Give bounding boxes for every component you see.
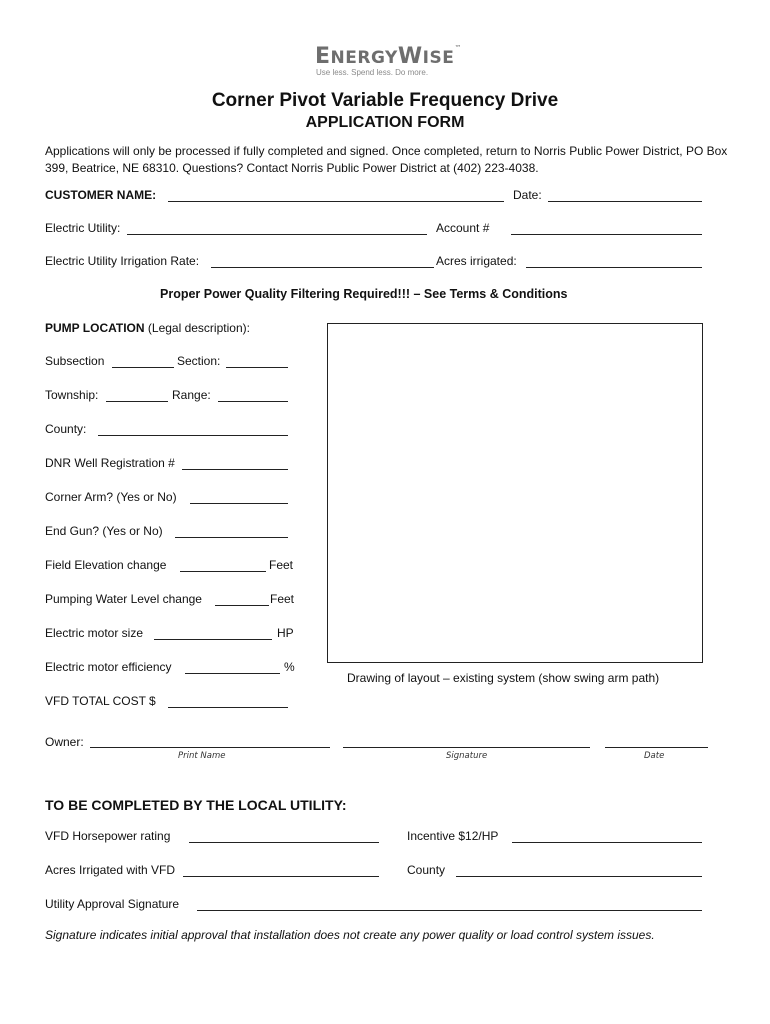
field-elevation-unit: Feet <box>269 558 294 572</box>
corner-arm-label: Corner Arm? (Yes or No) <box>45 490 177 504</box>
field-elevation-field[interactable] <box>180 571 266 572</box>
incentive-field[interactable] <box>512 842 702 843</box>
logo-tagline: Use less. Spend less. Do more. <box>316 68 429 77</box>
end-gun-label: End Gun? (Yes or No) <box>45 524 163 538</box>
logo-letter-w: W <box>397 44 423 69</box>
dnr-label: DNR Well Registration # <box>45 456 175 470</box>
township-label: Township: <box>45 388 99 402</box>
approval-footnote: Signature indicates initial approval that installation does not create any power quality or load control system issues. <box>45 928 655 942</box>
acres-vfd-label: Acres Irrigated with VFD <box>45 863 176 877</box>
end-gun-field[interactable] <box>175 537 288 538</box>
dnr-field[interactable] <box>182 469 288 470</box>
page-title: Corner Pivot Variable Frequency Drive <box>211 90 559 111</box>
motor-size-unit: HP <box>277 626 294 640</box>
township-field[interactable] <box>106 401 168 402</box>
signature-caption: Signature <box>446 751 488 761</box>
irrigation-rate-label: Electric Utility Irrigation Rate: <box>45 254 200 268</box>
section-field[interactable] <box>226 367 288 368</box>
account-label: Account # <box>436 221 490 235</box>
utility-approval-label: Utility Approval Signature <box>45 897 180 911</box>
subsection-label: Subsection <box>45 354 105 368</box>
range-label: Range: <box>172 388 211 402</box>
electric-utility-field[interactable] <box>127 234 427 235</box>
power-quality-notice: Proper Power Quality Filtering Required!!! – See Terms & Conditions <box>160 287 568 301</box>
energywise-logo <box>315 44 462 69</box>
date-field[interactable] <box>548 201 702 202</box>
owner-signature-field[interactable] <box>343 747 590 748</box>
county-field[interactable] <box>98 435 288 436</box>
logo-letters-nergy: NERGY <box>330 48 398 68</box>
section-label: Section: <box>177 354 221 368</box>
vfd-cost-field[interactable] <box>168 707 288 708</box>
pump-location-heading <box>45 321 250 335</box>
utility-approval-field[interactable] <box>197 910 702 911</box>
motor-efficiency-unit: % <box>284 660 295 674</box>
field-elevation-label: Field Elevation change <box>45 558 167 572</box>
utility-section-heading: TO BE COMPLETED BY THE LOCAL UTILITY: <box>45 797 347 813</box>
vfd-cost-label: VFD TOTAL COST $ <box>45 694 156 708</box>
drawing-caption: Drawing of layout – existing system (show swing arm path) <box>347 671 660 685</box>
acres-vfd-field[interactable] <box>183 876 379 877</box>
print-name-caption: Print Name <box>178 751 226 761</box>
date-label: Date: <box>513 188 542 202</box>
date-caption: Date <box>644 751 665 761</box>
owner-print-name-field[interactable] <box>90 747 330 748</box>
owner-label: Owner: <box>45 735 84 749</box>
subsection-field[interactable] <box>112 367 174 368</box>
utility-county-label: County <box>407 863 446 877</box>
motor-efficiency-label: Electric motor efficiency <box>45 660 172 674</box>
customer-name-label: CUSTOMER NAME: <box>45 188 157 202</box>
incentive-label: Incentive $12/HP <box>407 829 499 843</box>
motor-efficiency-field[interactable] <box>185 673 280 674</box>
motor-size-label: Electric motor size <box>45 626 144 640</box>
motor-size-field[interactable] <box>154 639 272 640</box>
intro-paragraph: Applications will only be processed if fully completed and signed. Once completed, return to Norris Public Power District, PO Box 399, Beatrice, NE 68310. Questions? Contact Norris Public Power District at (402) 223-4038. <box>45 144 728 175</box>
pumping-level-label: Pumping Water Level change <box>45 592 202 606</box>
pumping-level-field[interactable] <box>215 605 269 606</box>
corner-arm-field[interactable] <box>190 503 288 504</box>
utility-county-field[interactable] <box>456 876 702 877</box>
account-field[interactable] <box>511 234 702 235</box>
customer-name-field[interactable] <box>168 201 504 202</box>
electric-utility-label: Electric Utility: <box>45 221 121 235</box>
logo-trademark: ™ <box>454 44 462 52</box>
range-field[interactable] <box>218 401 288 402</box>
vfd-hp-rating-label: VFD Horsepower rating <box>45 829 171 843</box>
layout-drawing-box[interactable] <box>327 323 703 663</box>
pump-location-title: PUMP LOCATION <box>45 321 145 335</box>
acres-irrigated-field[interactable] <box>526 267 702 268</box>
acres-irrigated-label: Acres irrigated: <box>436 254 517 268</box>
pump-location-subtitle: (Legal description): <box>144 321 250 335</box>
county-label: County: <box>45 422 87 436</box>
pumping-level-unit: Feet <box>270 592 295 606</box>
vfd-hp-rating-field[interactable] <box>189 842 379 843</box>
logo-letters-ise: ISE <box>422 48 455 68</box>
logo-letter-e: E <box>315 44 331 69</box>
owner-date-field[interactable] <box>605 747 708 748</box>
irrigation-rate-field[interactable] <box>211 267 434 268</box>
page-subtitle: APPLICATION FORM <box>305 114 465 131</box>
